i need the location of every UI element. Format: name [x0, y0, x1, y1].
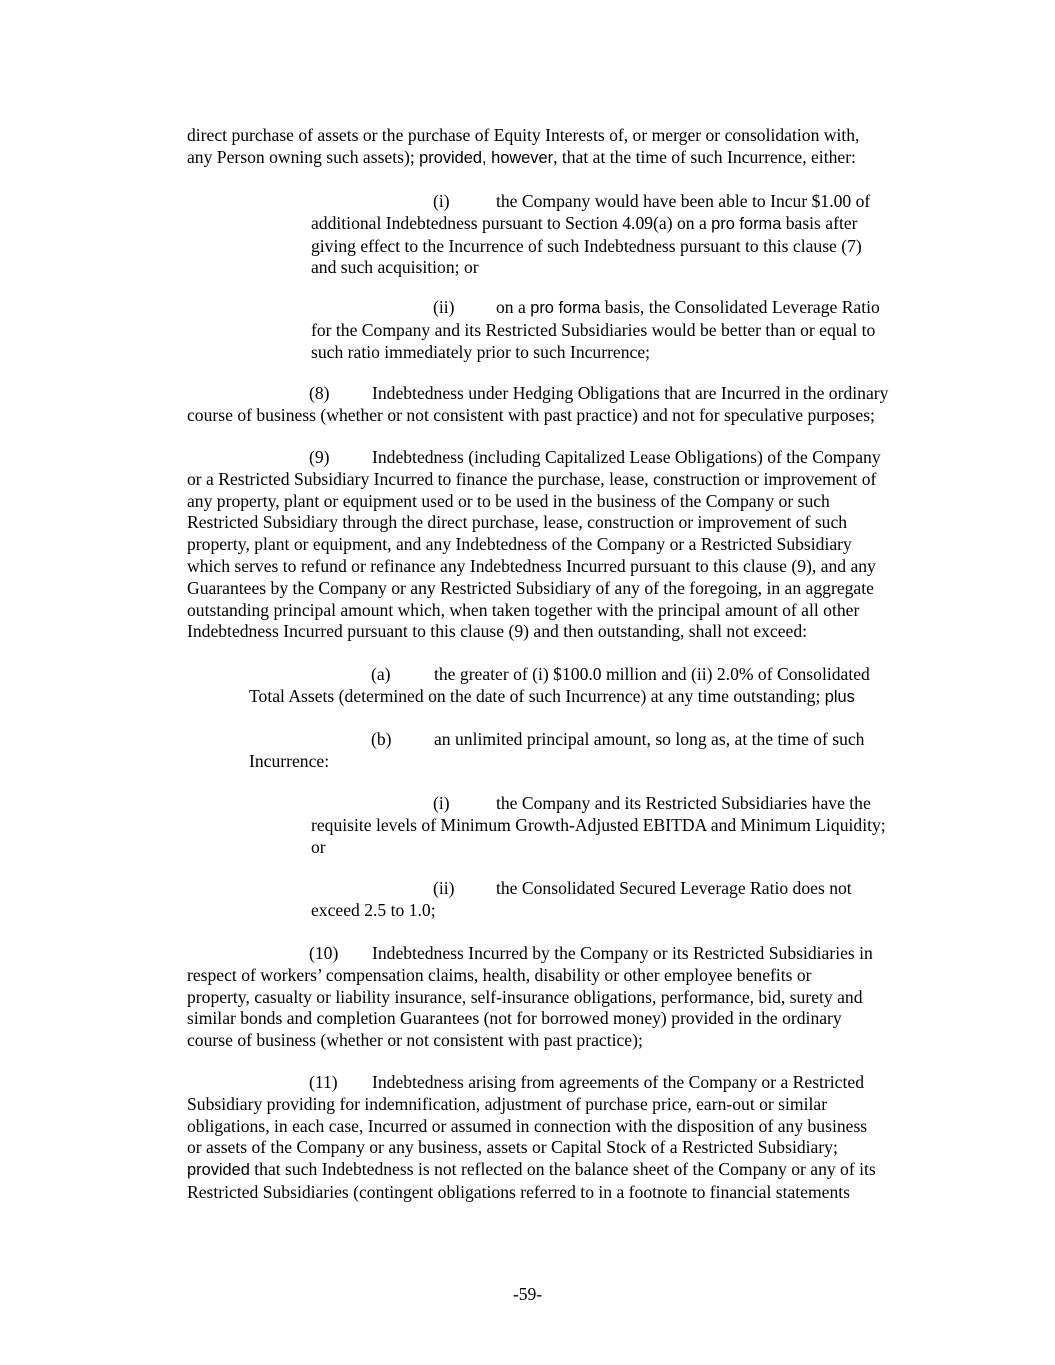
text-run: that such Indebtedness is not reflected on the balance sheet of the Company or any of its: [249, 1159, 876, 1180]
clause-marker: (9): [309, 447, 330, 467]
text-line: [187, 405, 888, 427]
paragraph-clause-8: [187, 383, 888, 427]
text-line: [187, 383, 888, 405]
text-run: an unlimited principal amount, so long as, at the time of such: [434, 729, 865, 749]
paragraph-clause-10: [187, 943, 873, 1052]
text-line: [311, 257, 870, 279]
text-line: [311, 320, 880, 342]
text-run: basis, the Consolidated Leverage Ratio: [600, 297, 880, 317]
text-line: [249, 729, 864, 751]
text-run: property, casualty or liability insurance, self-insurance obligations, performance, bid, surety and: [187, 986, 863, 1007]
text-line: [311, 213, 870, 236]
text-run: additional Indebtedness pursuant to Section 4.09(a) on a: [311, 212, 712, 233]
text-line: [311, 191, 870, 213]
clause-marker: (8): [309, 383, 330, 403]
text-line: [187, 965, 873, 987]
text-run: any property, plant or equipment used or to be used in the business of the Company or such: [187, 490, 830, 511]
text-line: [249, 751, 864, 773]
text-run: direct purchase of assets or the purchase of Equity Interests of, or merger or consolidation with,: [187, 125, 860, 145]
text-line: [187, 600, 881, 622]
text-line: [311, 900, 852, 922]
text-line: [311, 815, 886, 837]
text-run: obligations, in each case, Incurred or assumed in connection with the disposition of any business: [187, 1115, 868, 1136]
text-line: [311, 793, 886, 815]
paragraph-clause-9: [187, 447, 881, 643]
text-run: any Person owning such assets);: [187, 146, 420, 167]
clause-marker: (10): [309, 943, 339, 963]
text-line: [187, 491, 881, 513]
text-line: [187, 534, 881, 556]
text-line: [187, 1008, 873, 1030]
paragraph-clause-9-b-i: [311, 793, 886, 858]
text-run: Subsidiary providing for indemnification, adjustment of purchase price, earn-out or similar: [187, 1093, 828, 1114]
text-line: [187, 1094, 876, 1116]
paragraph-clause-9-b-ii: [311, 878, 852, 922]
text-line: [249, 686, 870, 709]
text-line: [187, 1159, 876, 1182]
clause-marker: (ii): [433, 878, 455, 898]
emphasis-term: plus: [824, 687, 855, 706]
text-line: [249, 664, 870, 686]
text-run: Guarantees by the Company or any Restricted Subsidiary of any of the foregoing, in an aggregate: [187, 577, 874, 598]
text-run: Indebtedness under Hedging Obligations that are Incurred in the ordinary: [372, 383, 889, 403]
text-run: course of business (whether or not consistent with past practice) and not for speculative purposes;: [187, 404, 875, 425]
text-line: [311, 342, 880, 364]
text-run: Indebtedness Incurred by the Company or its Restricted Subsidiaries in: [372, 943, 873, 963]
text-line: [187, 1072, 876, 1094]
text-run: , that at the time of such Incurrence, either:: [553, 146, 856, 167]
text-line: [187, 512, 881, 534]
text-line: [187, 147, 859, 170]
paragraph-opening: [187, 125, 859, 170]
text-line: [187, 943, 873, 965]
paragraph-clause-9-a: [249, 664, 870, 709]
text-run: Total Assets (determined on the date of such Incurrence) at any time outstanding;: [249, 685, 825, 706]
clause-marker: (b): [371, 729, 392, 749]
paragraph-clause-11: [187, 1072, 876, 1204]
text-line: [187, 469, 881, 491]
text-run: or: [311, 836, 326, 857]
emphasis-term: provided, however: [419, 148, 554, 167]
emphasis-term: provided: [187, 1161, 250, 1180]
clause-marker: (a): [371, 664, 391, 684]
text-run: requisite levels of Minimum Growth-Adjusted EBITDA and Minimum Liquidity;: [311, 814, 886, 835]
text-line: [311, 297, 880, 320]
text-line: [187, 621, 881, 643]
text-run: Indebtedness Incurred pursuant to this clause (9) and then outstanding, shall not exceed:: [187, 621, 808, 642]
text-run: the Company would have been able to Incur $1.00 of: [496, 191, 871, 211]
text-run: the Consolidated Secured Leverage Ratio does not: [496, 878, 852, 898]
text-run: on a: [496, 297, 531, 317]
text-run: Indebtedness arising from agreements of the Company or a Restricted: [372, 1072, 864, 1092]
clause-marker: (ii): [433, 297, 455, 317]
text-run: and such acquisition; or: [311, 257, 479, 278]
page-number: -59-: [512, 1284, 543, 1304]
clause-marker: (i): [433, 793, 450, 813]
clause-marker: (i): [433, 191, 450, 211]
text-line: [187, 556, 881, 578]
text-run: the greater of (i) $100.0 million and (ii) 2.0% of Consolidated: [434, 664, 870, 684]
text-line: [187, 125, 859, 147]
text-line: [187, 1137, 876, 1159]
text-line: [187, 447, 881, 469]
text-run: which serves to refund or refinance any Indebtedness Incurred pursuant to this clause (9), and any: [187, 555, 876, 576]
emphasis-term: pro forma: [711, 214, 782, 233]
text-run: similar bonds and completion Guarantees (not for borrowed money) provided in the ordinary: [187, 1008, 842, 1029]
text-line: [187, 1116, 876, 1138]
text-line: [187, 578, 881, 600]
text-run: Incurrence:: [249, 750, 330, 771]
emphasis-term: pro forma: [530, 299, 601, 317]
text-run: giving effect to the Incurrence of such Indebtedness pursuant to this clause (7): [311, 235, 862, 256]
text-line: [311, 236, 870, 258]
text-run: for the Company and its Restricted Subsidiaries would be better than or equal to: [311, 319, 876, 340]
paragraph-clause-7-i: [311, 191, 870, 279]
text-run: course of business (whether or not consistent with past practice);: [187, 1030, 643, 1051]
text-line: [187, 987, 873, 1009]
clause-marker: (11): [309, 1072, 338, 1092]
text-run: Indebtedness (including Capitalized Lease Obligations) of the Company: [372, 447, 881, 467]
text-run: exceed 2.5 to 1.0;: [311, 899, 436, 920]
text-run: Restricted Subsidiary through the direct purchase, lease, construction or improvement of such: [187, 512, 848, 533]
paragraph-clause-7-ii: [311, 297, 880, 363]
text-run: such ratio immediately prior to such Incurrence;: [311, 341, 651, 362]
text-run: respect of workers’ compensation claims, health, disability or other employee benefits or: [187, 964, 812, 985]
text-line: [187, 1030, 873, 1052]
text-run: or assets of the Company or any business, assets or Capital Stock of a Restricted Subsidiary;: [187, 1137, 838, 1158]
text-run: property, plant or equipment, and any Indebtedness of the Company or a Restricted Subsidiary: [187, 534, 852, 555]
text-run: basis after: [781, 212, 858, 233]
text-line: [187, 1182, 876, 1204]
text-line: [311, 878, 852, 900]
text-run: outstanding principal amount which, when taken together with the principal amount of all other: [187, 599, 860, 620]
text-line: [311, 837, 886, 859]
text-run: or a Restricted Subsidiary Incurred to finance the purchase, lease, construction or improvement of: [187, 468, 877, 489]
text-run: the Company and its Restricted Subsidiaries have the: [496, 793, 871, 813]
text-run: Restricted Subsidiaries (contingent obligations referred to in a footnote to financial statements: [187, 1181, 851, 1202]
paragraph-clause-9-b: [249, 729, 864, 773]
